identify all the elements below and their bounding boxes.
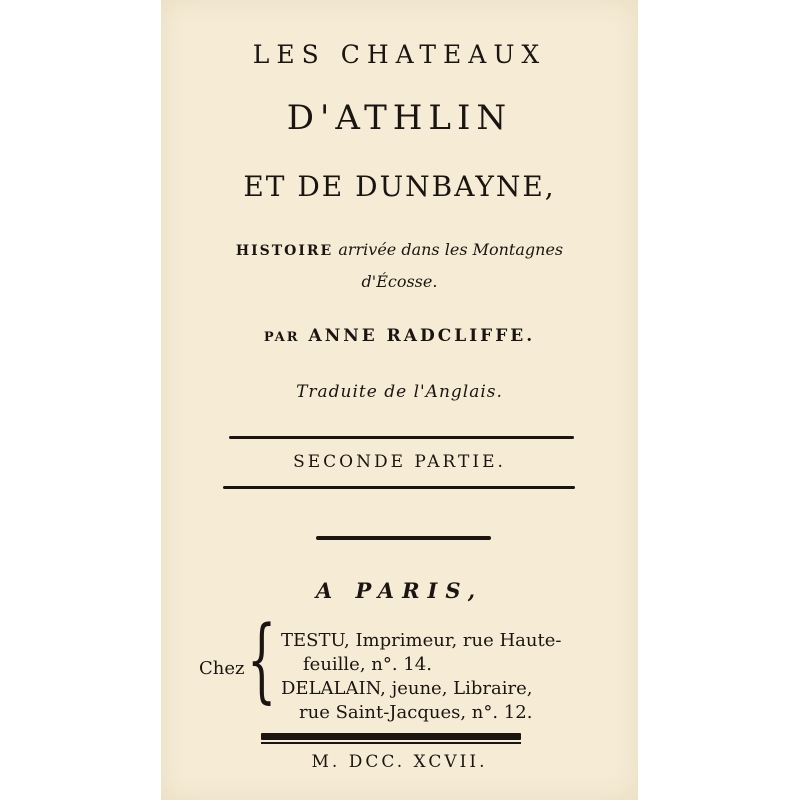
imprint-line-3: DELALAIN, jeune, Libraire, [281,678,533,699]
divider-rule-top [229,436,574,439]
imprint-place: A PARIS, [315,578,484,603]
title-line-1: LES CHATEAUX [252,40,547,69]
translation-note: Traduite de l'Anglais. [296,382,503,402]
subtitle-line-1 [161,240,638,259]
part-label: SECONDE PARTIE. [293,452,506,472]
divider-rule-bottom [223,486,575,489]
subtitle-histoire: HISTOIRE [235,243,334,259]
author-name: ANNE RADCLIFFE. [308,326,536,346]
heavy-rule [261,733,521,740]
author-prefix: PAR [263,330,300,345]
subtitle-line-2: d'Écosse. [361,272,438,291]
imprint-line-2: feuille, n°. 14. [303,654,432,675]
imprint-chez: Chez [199,658,245,679]
imprint-line-4: rue Saint-Jacques, n°. 12. [299,702,533,723]
subtitle-rest: arrivée dans les Montagnes [338,240,564,259]
title-page [161,0,638,800]
author-line [161,326,638,346]
title-line-3: ET DE DUNBAYNE, [243,170,556,203]
imprint-line-1: TESTU, Imprimeur, rue Haute- [281,630,562,651]
ornamental-rule [316,536,491,540]
thin-rule [261,742,521,744]
curly-brace-icon: { [247,606,277,713]
publication-date: M. DCC. XCVII. [311,752,488,772]
title-line-2: D'ATHLIN [286,98,513,138]
